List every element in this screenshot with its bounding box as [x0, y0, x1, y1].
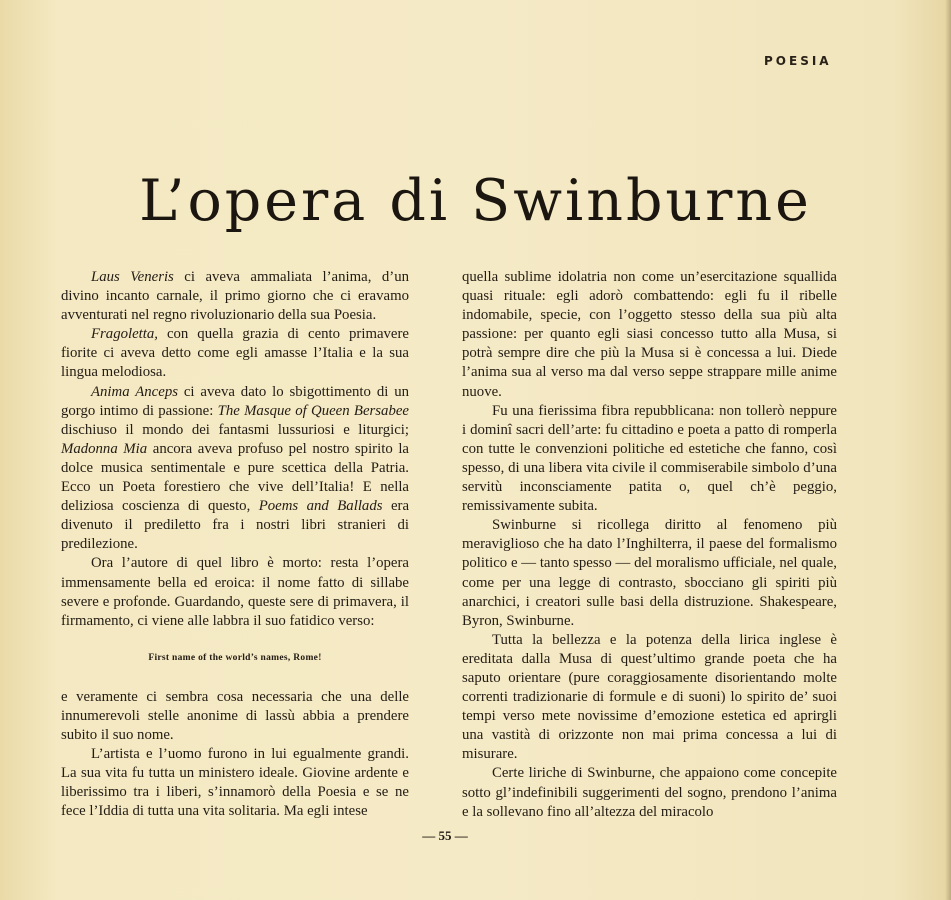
page-number: — 55 — [422, 828, 468, 843]
paragraph: e veramente ci sembra cosa necessaria che una delle innumerevoli stelle anonime di lassù abbia a prendere subito il suo nome. [61, 688, 409, 744]
poem-title: Madonna Mia [61, 440, 148, 457]
paragraph: quella sublime idolatria non come un’esercitazione squallida quasi rituale: egli adorò combattendo: egli fu il ribelle indomabile, specie, con l’oggetto stesso della sua più alta passione: per quanto egli siasi concesso tutto alla Musa, si potrà sempre dire che più la Musa si è concessa a lui. Diede l’anima sua al verso ma dal verso seppe strappare mille anime nuove. [462, 269, 837, 400]
paragraph: Anima Anceps ci aveva dato lo sbigottimento di un gorgo intimo di passione: The Masque of Queen Bersabee dischiuso il mondo dei fantasmi lussuriosi e liturgici; Madonna Mia ancora aveva profuso pel nostro spirito la dolce musica sentimentale e pure scettica della Patria. Ecco un Poeta forestiero che vive dell’Italia! E nella deliziosa coscienza di questo, Poems and Ballads era divenuto il prediletto fra i nostri libri stranieri di predilezione. [61, 383, 410, 553]
page-edge-shadow [945, 0, 951, 900]
paragraph: Certe liriche di Swinburne, che appaiono come concepite sotto gl’indefinibili suggerimenti del sogno, prendono l’anima e la sollevano fino all’altezza del miracolo [462, 765, 837, 820]
left-column [61, 268, 409, 822]
right-column [462, 268, 837, 822]
paragraph: Fu una fierissima fibra repubblicana: non tollerò neppure i dominî sacri dell’arte: fu cittadino e poeta a patto di romperla con tutte le convenzioni politiche ed estetiche che fanno, così spesso, di una libera vita civile il commiserabile simbolo d’una servitù inconsciamente patita o, quel ch’è peggio, remissivamente subita. [462, 402, 837, 515]
paragraph: Swinburne si ricollega diritto al fenomeno più meraviglioso che ha dato l’Inghilterra, il paese del formalismo politico e — tanto spesso — del moralismo ufficiale, nel quale, come per una legge di contrasto, sbocciano gli spiriti più anarchici, i creatori sulle basi della distruzione. Shakespeare, Byron, Swinburne. [462, 517, 837, 629]
paragraph: Tutta la bellezza e la potenza della lirica inglese è ereditata dalla Musa di quest’ultimo grande poeta che ha saputo orientare (pure coraggiosamente disorientando molte correnti tradizionarie di formule e di suoni) lo spirito de’ suoi tempi verso mete novissime d’emozione estetica ed aprirgli una vastità di orizzonte non mai prima concessa a lui di misurare. [462, 631, 837, 763]
poem-title: Anima Anceps [91, 383, 178, 400]
paragraph: Laus Veneris ci aveva ammaliata l’anima, d’un divino incanto carnale, il primo giorno che ci eravamo avventurati nel regno rivoluzionario della sua Poesia. [61, 269, 410, 324]
verse-quote: First name of the world’s names, Rome! [148, 652, 322, 663]
paragraph: L’artista e l’uomo furono in lui egualmente grandi. La sua vita fu tutta un ministero ideale. Giovine ardente e liberissimo tra i liberi, s’innamorò della Poesia e se ne fece l’Iddia di tutta una vita solitaria. Ma egli intese [61, 746, 409, 820]
book-title: Poems and Ballads [258, 498, 383, 515]
poem-title: Fragoletta, [91, 326, 158, 343]
paragraph: Fragoletta, con quella grazia di cento primavere fiorite ci aveva detto come egli amasse l’Italia e la sua lingua melodiosa. [61, 326, 409, 381]
poem-title: The Masque of Queen Bersabee [217, 402, 409, 419]
paragraph: Ora l’autore di quel libro è morto: resta l’opera immensamente bella ed eroica: il nome fatto di sillabe severe e profonde. Guardando, queste sere di primavera, il firmamento, ci viene alle labbra il suo fatidico verso: [61, 555, 409, 629]
article-title: L’opera di Swinburne [139, 168, 812, 235]
running-head: POESIA [764, 54, 832, 68]
poem-title: Laus Veneris [91, 269, 174, 285]
